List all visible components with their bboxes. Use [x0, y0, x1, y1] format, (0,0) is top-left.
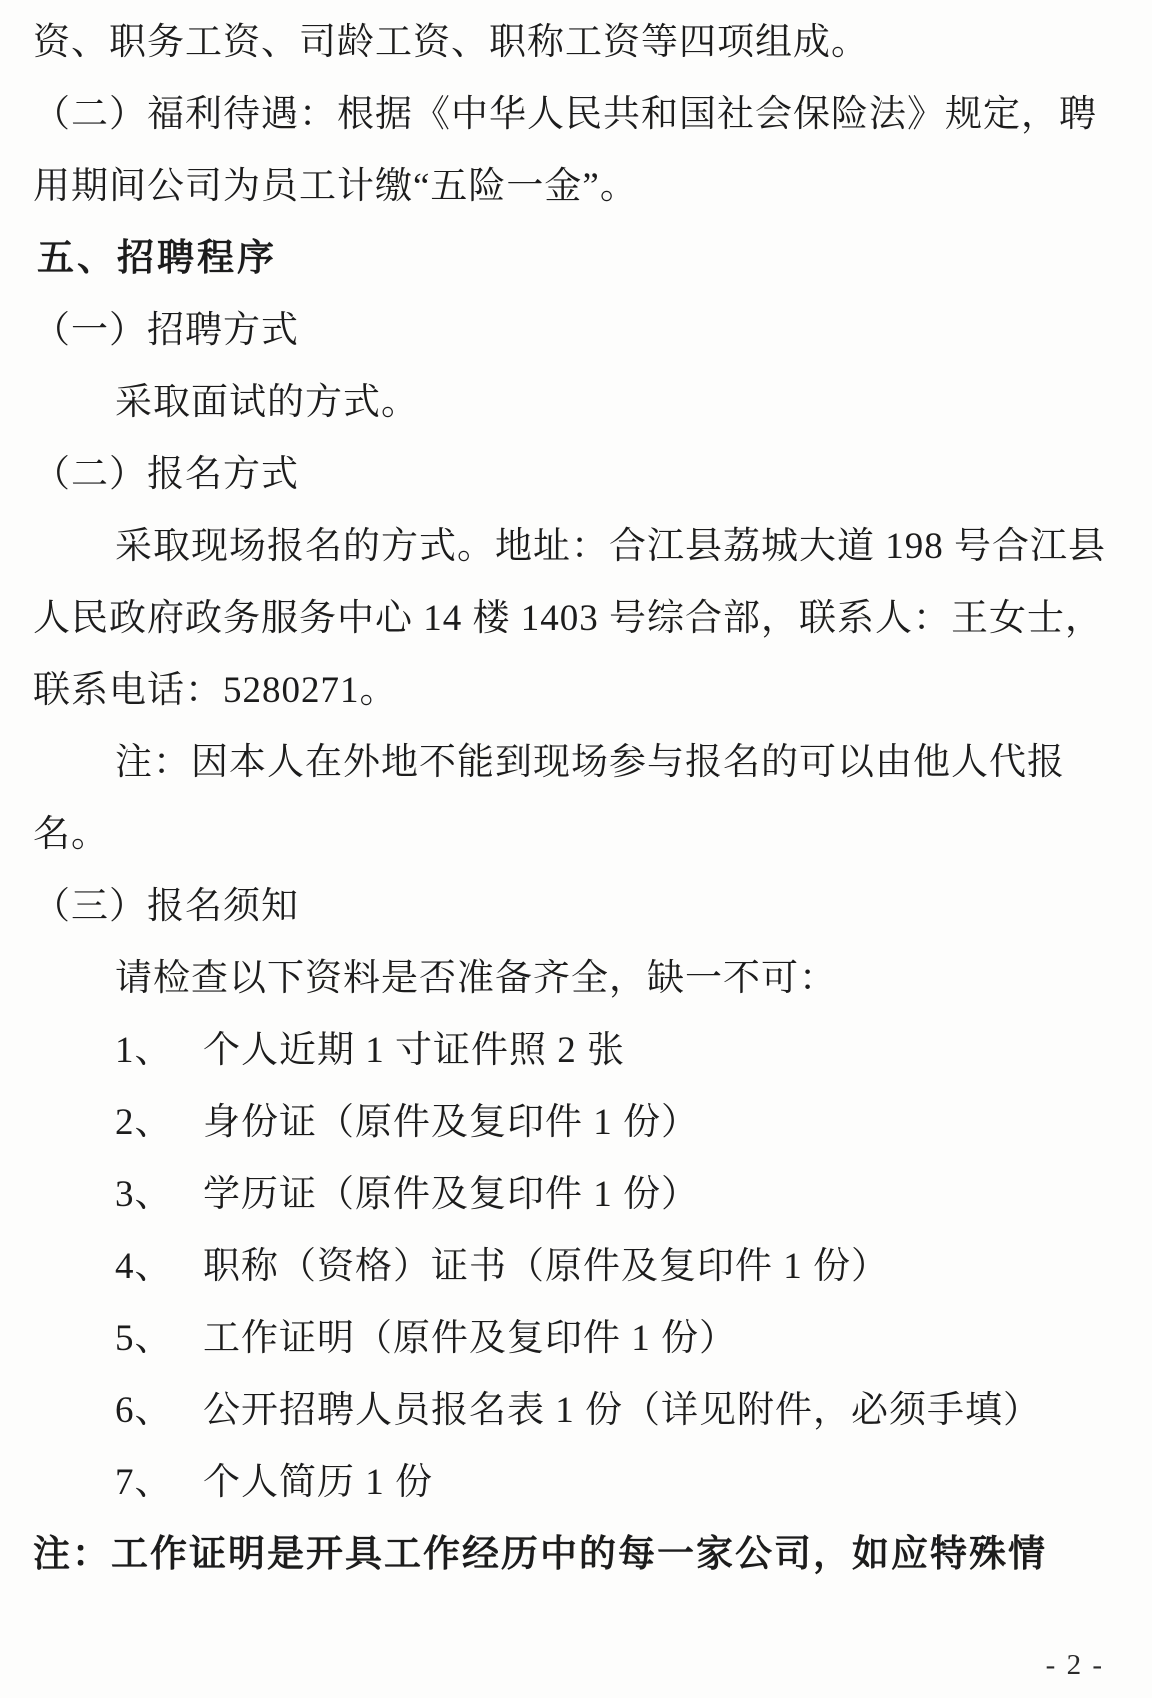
checklist-item-6-text: 公开招聘人员报名表 1 份（详见附件，必须手填）	[203, 1390, 1041, 1431]
line-contact-phone: 联系电话：5280271。	[33, 670, 398, 711]
line-welfare-2: 用期间公司为员工计缴“五险一金”。	[33, 166, 638, 207]
checklist-item-3	[33, 1159, 1112, 1231]
checklist-item-1	[33, 1015, 1112, 1087]
line-recruit-method-body: 采取面试的方式。	[115, 382, 419, 423]
checklist-item-2-number: 2、	[115, 1102, 173, 1143]
checklist-item-5-number: 5、	[115, 1318, 173, 1359]
checklist-item-5	[33, 1303, 1112, 1375]
line-recruit-method-heading: （一）招聘方式	[33, 310, 299, 351]
line-note-proxy-2: 名。	[33, 814, 109, 855]
line-signup-address-2: 人民政府政务服务中心 14 楼 1403 号综合部，联系人：王女士，	[33, 598, 1103, 639]
checklist-item-2	[33, 1087, 1112, 1159]
page-number: - 2 -	[1045, 1649, 1104, 1681]
checklist-item-3-number: 3、	[115, 1174, 173, 1215]
checklist-item-5-text: 工作证明（原件及复印件 1 份）	[203, 1318, 737, 1359]
line-signup-method-heading: （二）报名方式	[33, 454, 299, 495]
checklist-item-4-text: 职称（资格）证书（原件及复印件 1 份）	[203, 1246, 889, 1287]
checklist-item-6-number: 6、	[115, 1390, 173, 1431]
line-salary-components: 资、职务工资、司龄工资、职称工资等四项组成。	[33, 22, 869, 63]
checklist-item-2-text: 身份证（原件及复印件 1 份）	[203, 1102, 699, 1143]
line-welfare-1: （二）福利待遇：根据《中华人民共和国社会保险法》规定，聘	[33, 94, 1097, 135]
checklist-item-3-text: 学历证（原件及复印件 1 份）	[203, 1174, 699, 1215]
checklist-item-7	[33, 1447, 1112, 1519]
line-note-proxy-1: 注：因本人在外地不能到现场参与报名的可以由他人代报	[115, 742, 1065, 783]
checklist-item-1-text: 个人近期 1 寸证件照 2 张	[203, 1030, 625, 1071]
checklist-item-4-number: 4、	[115, 1246, 173, 1287]
checklist-item-1-number: 1、	[115, 1030, 173, 1071]
checklist-item-7-number: 7、	[115, 1462, 173, 1503]
line-note-work-certificate: 注：工作证明是开具工作经历中的每一家公司，如应特殊情	[33, 1534, 1047, 1575]
line-checklist-intro: 请检查以下资料是否准备齐全，缺一不可：	[115, 958, 837, 999]
heading-recruitment-procedure: 五、招聘程序	[37, 238, 277, 279]
checklist-item-7-text: 个人简历 1 份	[203, 1462, 433, 1503]
checklist-item-6	[33, 1375, 1112, 1447]
line-signup-address-1: 采取现场报名的方式。地址：合江县荔城大道 198 号合江县	[115, 526, 1106, 567]
line-signup-notice-heading: （三）报名须知	[33, 886, 299, 927]
checklist-item-4	[33, 1231, 1112, 1303]
